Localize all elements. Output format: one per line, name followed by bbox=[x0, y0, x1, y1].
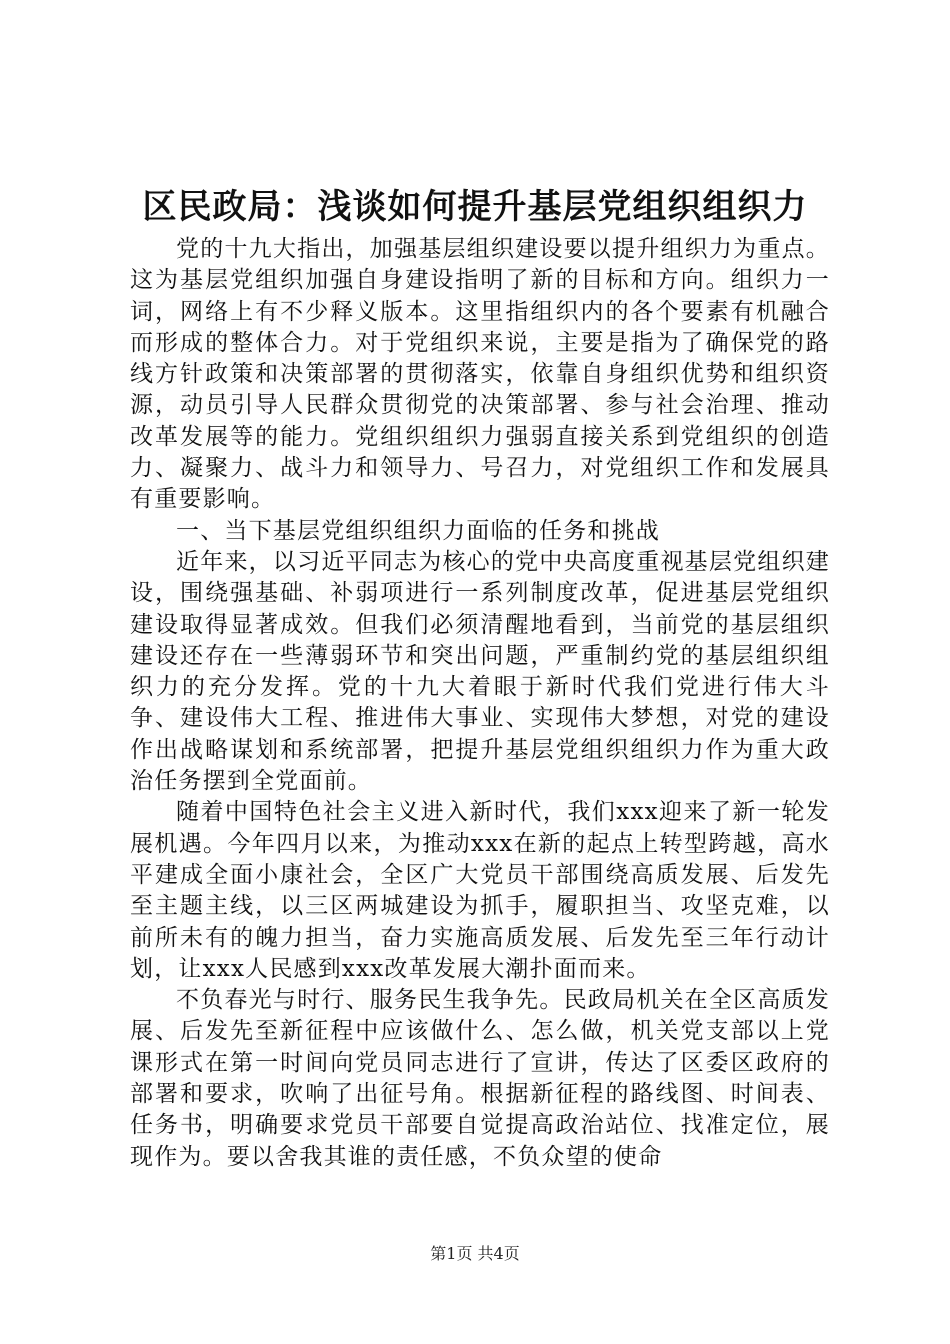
page-footer: 第1页 共4页 bbox=[430, 1244, 520, 1263]
paragraph-intro: 党的十九大指出，加强基层组织建设要以提升组织力为重点。这为基层党组织加强自身建设指明了新的目标和方向。组织力一词，网络上有不少释义版本。这里指组织内的各个要素有机融合而形成的整体合力。对于党组织来说，主要是指为了确保党的路线方针政策和决策部署的贯彻落实，依靠自身组织优势和组织资源，动员引导人民群众贯彻党的决策部署、参与社会治理、推动改革发展等的能力。党组织组织力强弱直接关系到党组织的创造力、凝聚力、战斗力和领导力、号召力，对党组织工作和发展具有重要影响。 bbox=[130, 236, 830, 513]
paragraph-civil-affairs: 不负春光与时行、服务民生我争先。民政局机关在全区高质发展、后发先至新征程中应该做什么、怎么做，机关党支部以上党课形式在第一时间向党员同志进行了宣讲，传达了区委区政府的部署和要求，吹响了出征号角。根据新征程的路线图、时间表、任务书，明确要求党员干部要自觉提高政治站位、找准定位，展现作为。要以舍我其谁的责任感，不负众望的使命 bbox=[130, 987, 830, 1170]
document-title: 区民政局：浅谈如何提升基层党组织组织力 bbox=[142, 187, 808, 227]
document-body bbox=[130, 234, 830, 1173]
paragraph-new-era: 随着中国特色社会主义进入新时代，我们xxx迎来了新一轮发展机遇。今年四月以来，为推动xxx在新的起点上转型跨越，高水平建成全面小康社会，全区广大党员干部围绕高质发展、后发先至主题主线，以三区两城建设为抓手，履职担当、攻坚克难，以前所未有的魄力担当，奋力实施高质发展、后发先至三年行动计划，让xxx人民感到xxx改革发展大潮扑面而来。 bbox=[130, 799, 830, 982]
section-heading: 一、当下基层党组织组织力面临的任务和挑战 bbox=[176, 517, 660, 544]
paragraph-background: 近年来，以习近平同志为核心的党中央高度重视基层党组织建设，围绕强基础、补弱项进行一系列制度改革，促进基层党组织建设取得显著成效。但我们必须清醒地看到，当前党的基层组织建设还存在一些薄弱环节和突出问题，严重制约党的基层组织组织力的充分发挥。党的十九大着眼于新时代我们党进行伟大斗争、建设伟大工程、推进伟大事业、实现伟大梦想，对党的建设作出战略谋划和系统部署，把提升基层党组织组织力作为重大政治任务摆到全党面前。 bbox=[130, 548, 830, 795]
